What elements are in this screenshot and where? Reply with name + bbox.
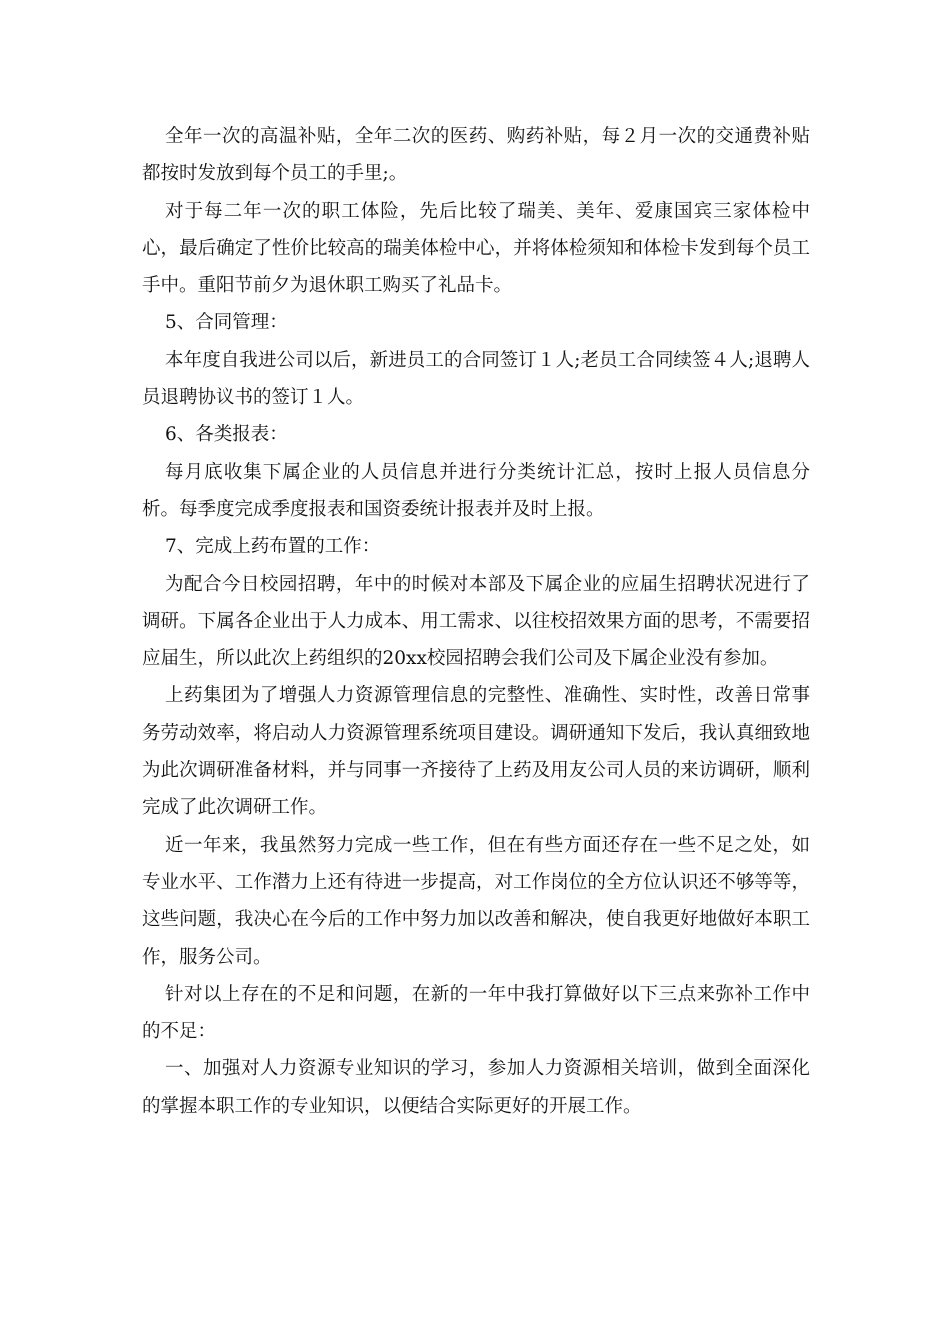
paragraph-hr-system: 上药集团为了增强人力资源管理信息的完整性、准确性、实时性，改善日常事务劳动效率，将启动人力资源管理系统项目建设。调研通知下发后，我认真细致地为此次调研准备材料，并与同事一齐接待了上药及用友公司人员的来访调研，顺利完成了此次调研工作。: [142, 685, 810, 819]
paragraph-reports: 每月底收集下属企业的人员信息并进行分类统计汇总，按时上报人员信息分析。每季度完成季度报表和国资委统计报表并及时上报。: [142, 461, 810, 520]
paragraph-health-check: 对于每二年一次的职工体险，先后比较了瑞美、美年、爱康国宾三家体检中心，最后确定了性价比较高的瑞美体检中心，并将体检须知和体检卡发到每个员工手中。重阳节前夕为退休职工购买了礼品卡。: [142, 200, 810, 297]
paragraph-contracts: 本年度自我进公司以后，新进员工的合同签订１人;老员工合同续签４人;退聘人员退聘协议书的签订１人。: [142, 349, 810, 409]
heading-contract-management: 5、合同管理：: [165, 312, 288, 334]
document-body: [142, 118, 810, 1125]
paragraph-plans-intro: 针对以上存在的不足和问题，在新的一年中我打算做好以下三点来弥补工作中的不足：: [142, 983, 810, 1043]
paragraph-subsidies: 全年一次的高温补贴，全年二次的医药、购药补贴，每２月一次的交通费补贴都按时发放到每个员工的手里;。: [142, 126, 810, 185]
paragraph-campus-recruitment: 为配合今日校园招聘，年中的时候对本部及下属企业的应届生招聘状况进行了调研。下属各企业出于人力成本、用工需求、以往校招效果方面的思考，不需要招应届生，所以此次上药组织的20xx校园招聘会我们公司及下属企业没有参加。: [142, 573, 810, 670]
paragraph-plan-one: 一、加强对人力资源专业知识的学习，参加人力资源相关培训，做到全面深化的掌握本职工作的专业知识，以便结合实际更好的开展工作。: [142, 1058, 810, 1117]
heading-assigned-work: 7、完成上药布置的工作：: [165, 536, 381, 558]
heading-reports: 6、各类报表：: [165, 424, 288, 446]
paragraph-shortcomings: 近一年来，我虽然努力完成一些工作，但在有些方面还存在一些不足之处，如专业水平、工作潜力上还有待进一步提高，对工作岗位的全方位认识还不够等等，这些问题，我决心在今后的工作中努力加以改善和解决，使自我更好地做好本职工作，服务公司。: [142, 834, 810, 968]
